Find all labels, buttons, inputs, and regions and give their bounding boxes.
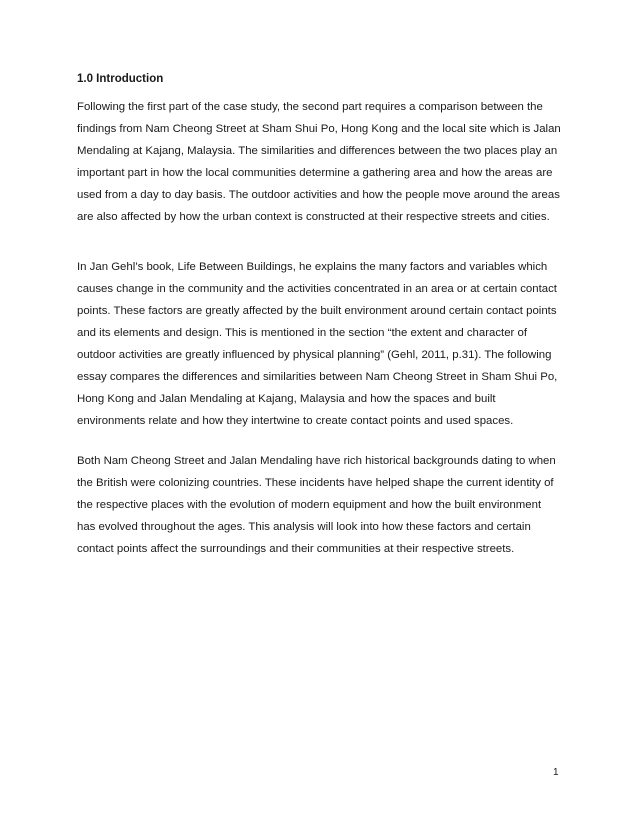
paragraph-line: environments relate and how they intertwine to create contact points and used spaces. bbox=[77, 415, 514, 427]
paragraph-line: essay compares the differences and similarities between Nam Cheong Street in Sham Shui Po, bbox=[77, 371, 558, 383]
paragraph-line: causes change in the community and the activities concentrated in an area or at certain contact bbox=[77, 283, 557, 295]
paragraph-line: the British were colonizing countries. These incidents have helped shape the current identity of bbox=[77, 477, 554, 489]
paragraph-line: In Jan Gehl’s book, Life Between Buildings, he explains the many factors and variables which bbox=[77, 261, 548, 273]
paragraph-line: contact points affect the surroundings and their communities at their respective streets. bbox=[77, 543, 515, 555]
paragraph-line: Both Nam Cheong Street and Jalan Mendaling have rich historical backgrounds dating to when bbox=[77, 455, 556, 467]
paragraph-line: has evolved throughout the ages. This analysis will look into how these factors and certain bbox=[77, 521, 531, 533]
paragraph-line: the respective places with the evolution of modern equipment and how the built environment bbox=[77, 499, 542, 511]
paragraph-line: findings from Nam Cheong Street at Sham Shui Po, Hong Kong and the local site which is Jalan bbox=[77, 123, 561, 135]
paragraph-gehl bbox=[77, 256, 567, 432]
paragraph-line: Mendaling at Kajang, Malaysia. The similarities and differences between the two places play an bbox=[77, 145, 558, 157]
paragraph-line: are also affected by how the urban context is constructed at their respective streets and cities. bbox=[77, 211, 550, 223]
paragraph-history bbox=[77, 450, 567, 560]
paragraph-line: and its elements and design. This is mentioned in the section “the extent and character of bbox=[77, 327, 527, 339]
section-heading: 1.0 Introduction bbox=[77, 73, 164, 85]
paragraph-line: points. These factors are greatly affected by the built environment around certain contact points bbox=[77, 305, 557, 317]
paragraph-introduction bbox=[77, 96, 567, 228]
paragraph-line: Following the first part of the case study, the second part requires a comparison between the bbox=[77, 101, 543, 113]
page-number: 1 bbox=[553, 767, 559, 778]
paragraph-line: outdoor activities are greatly influenced by physical planning” (Gehl, 2011, p.31). The following bbox=[77, 349, 552, 361]
paragraph-line: used from a day to day basis. The outdoor activities and how the people move around the areas bbox=[77, 189, 560, 201]
paragraph-line: important part in how the local communities determine a gathering area and how the areas are bbox=[77, 167, 553, 179]
paragraph-line: Hong Kong and Jalan Mendaling at Kajang, Malaysia and how the spaces and built bbox=[77, 393, 496, 405]
